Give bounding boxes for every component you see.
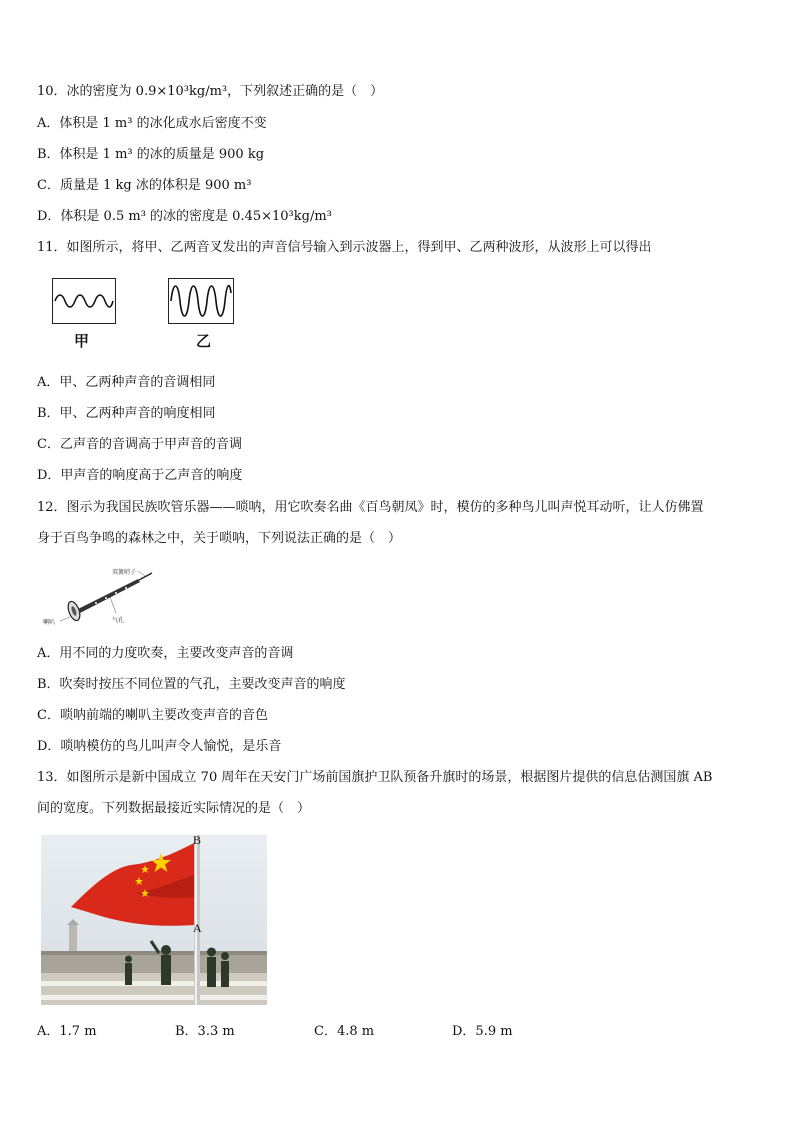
q12-option-b: B．吹奏时按压不同位置的气孔，主要改变声音的响度 — [37, 677, 346, 692]
q13-option-a: A．1.7 m — [37, 1024, 97, 1039]
suona-figure — [40, 563, 170, 633]
suona-hole-label: 气孔 — [112, 617, 125, 624]
q11-option-c: C．乙声音的音调高于甲声音的音调 — [37, 437, 242, 452]
suona-reed-label: 双簧哨子 — [112, 569, 137, 576]
waveform-b-figure — [168, 278, 234, 324]
q12-stem-line2: 身于百鸟争鸣的森林之中，关于唢呐，下列说法正确的是（ ） — [37, 531, 402, 546]
q10-option-c: C．质量是 1 kg 冰的体积是 900 m³ — [37, 178, 252, 193]
q10-option-d: D．体积是 0.5 m³ 的冰的密度是 0.45×10³kg/m³ — [37, 209, 332, 224]
q12-option-a: A．用不同的力度吹奏，主要改变声音的音调 — [37, 646, 294, 661]
point-a-label: A — [193, 921, 202, 935]
waveform-a-label: 甲 — [74, 332, 90, 350]
q11-option-a: A．甲、乙两种声音的音调相同 — [37, 375, 216, 390]
q13-option-c: C．4.8 m — [314, 1024, 375, 1039]
flag-raising-photo — [41, 835, 267, 1005]
point-b-label: B — [193, 833, 202, 847]
q13-option-b: B．3.3 m — [175, 1024, 235, 1039]
q13-option-d: D．5.9 m — [452, 1024, 513, 1039]
waveform-a-figure — [52, 278, 116, 324]
q11-stem: 11．如图所示，将甲、乙两音叉发出的声音信号输入到示波器上，得到甲、乙两种波形，从波形上可以得出 — [37, 240, 652, 255]
q11-option-d: D．甲声音的响度高于乙声音的响度 — [37, 468, 243, 483]
q12-option-c: C．唢呐前端的喇叭主要改变声音的音色 — [37, 708, 268, 723]
q10-option-b: B．体积是 1 m³ 的冰的质量是 900 kg — [37, 147, 265, 162]
q11-option-b: B．甲、乙两种声音的响度相同 — [37, 406, 216, 421]
suona-bell-label: 喇叭 — [43, 619, 56, 626]
q12-stem-line1: 12．图示为我国民族吹管乐器——唢呐，用它吹奏名曲《百鸟朝凤》时，模仿的多种鸟儿叫声悦耳动听，让人仿佛置 — [37, 500, 704, 515]
q13-stem-line2: 间的宽度。下列数据最接近实际情况的是（ ） — [37, 801, 311, 816]
q10-stem: 10．冰的密度为 0.9×10³kg/m³，下列叙述正确的是（ ） — [37, 84, 384, 99]
waveform-b-label: 乙 — [196, 332, 212, 350]
q13-stem-line1: 13．如图所示是新中国成立 70 周年在天安门广场前国旗护卫队预备升旗时的场景，根据图片提供的信息估测国旗 AB — [37, 770, 713, 785]
q10-option-a: A．体积是 1 m³ 的冰化成水后密度不变 — [37, 116, 267, 131]
q12-option-d: D．唢呐模仿的鸟儿叫声令人愉悦，是乐音 — [37, 739, 282, 754]
